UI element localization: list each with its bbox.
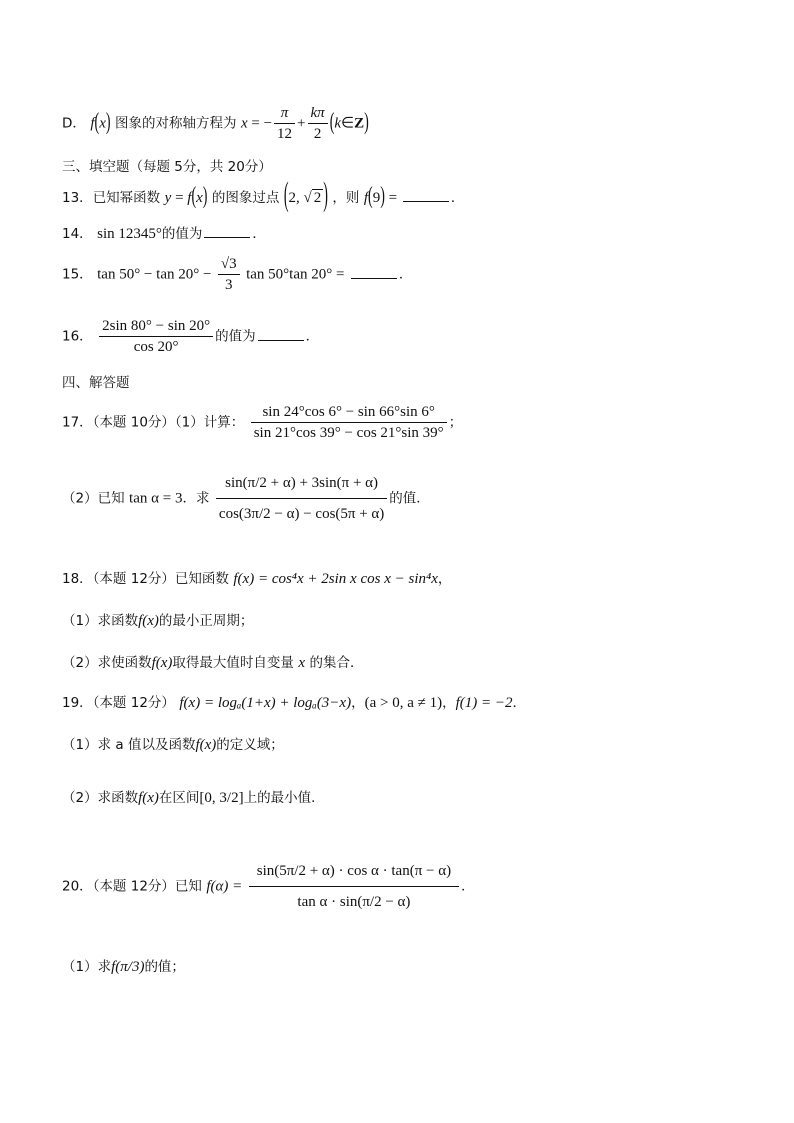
q15-number: 15． — [62, 266, 93, 283]
q16-answer-blank[interactable] — [258, 326, 304, 341]
q15-fraction: $\frac{√3}{3}$ — [218, 254, 240, 295]
q20-fraction: $\frac{\text{sin(5π/2 + α) · cos α · tan(π − α)}}{\text{tan α · sin(π/2 − α)}}$ — [249, 856, 459, 917]
q19-meta: （本题 12分） — [92, 695, 175, 711]
q17-number: 17． — [62, 414, 93, 431]
option-d-frac-2: $\frac{k\pi}{2}$ — [308, 103, 328, 144]
q19-given: f(1) = −2 — [455, 695, 513, 711]
question-18-part-2: （2）求使函数f(x)取得最大值时自变量 x 的集合． — [62, 655, 364, 671]
option-d: D． f(x) 图象的对称轴方程为 x = − $\frac{\pi}{12}$ + $\frac{k\pi}{2}$ (k∈Z) — [62, 105, 369, 142]
question-19: 19．（本题 12分） f(x) = logₐ(1+x) + logₐ(3−x)，(a > 0, a ≠ 1)，f(1) = −2． — [62, 695, 526, 711]
q18-meta: （本题 12分） — [92, 571, 175, 587]
q17-part1-fraction: $\frac{\sin 24^\circ\cos 6^\circ - \sin 66^\circ\sin 6^\circ}{\sin 21^\circ\cos 39^\circ - \cos 21^\circ\sin 39^\circ}$ — [251, 402, 447, 443]
q20-number: 20． — [62, 878, 93, 895]
question-18-part-1: （1）求函数f(x)的最小正周期； — [62, 613, 254, 629]
q15-expression-a: tan 50° − tan 20° − — [97, 266, 212, 283]
question-17-part-2: （2）已知 tan α = 3．求 $\frac{\sin(\pi/2 + \alpha) + 3\sin(\pi + \alpha)}{\cos(3\pi/2 - \alpha) - \cos(5\pi + \alpha)}$ 的值． — [62, 468, 794, 529]
q15-answer-blank[interactable] — [351, 264, 397, 279]
question-19-part-1: （1）求 a 值以及函数f(x)的定义域； — [62, 737, 284, 753]
q17-part2-label: （2）已知 — [62, 490, 125, 507]
section-3-title: 三、填空题（每题 5分，共 20分） — [62, 159, 272, 175]
q19-interval: [0, 3/2] — [199, 790, 244, 806]
q13-text-a: 已知幂函数 — [92, 190, 161, 206]
question-13: 13．已知幂函数 y = f(x) 的图象过点 (2, √ 2 ) ，则 f(9) = ． — [62, 178, 465, 215]
q13-answer-blank[interactable] — [403, 187, 449, 202]
q14-answer-blank[interactable] — [204, 223, 250, 238]
q18-number: 18． — [62, 571, 93, 587]
q18-formula: f(x) = cos⁴x + 2sin x cos x − sin⁴x — [233, 571, 438, 587]
option-d-label: D． — [62, 115, 86, 132]
option-d-frac-1: $\frac{\pi}{12}$ — [274, 103, 295, 144]
q17-part1-label: （1）计算： — [174, 414, 245, 431]
q20-lhs: f(α) = — [206, 878, 243, 895]
section-4-title: 四、解答题 — [62, 375, 130, 391]
q20-part1-value: f(π/3) — [111, 959, 145, 975]
q19-formula: f(x) = logₐ(1+x) + logₐ(3−x) — [179, 695, 352, 711]
question-16: 16． $\frac{2\sin 80^\circ - \sin 20^\circ}{\cos 20^\circ}$ 的值为 ． — [62, 318, 320, 355]
q20-meta: （本题 12分） — [92, 878, 175, 895]
q16-text: 的值为 — [215, 328, 256, 345]
option-d-text: 图象的对称轴方程为 — [115, 115, 237, 132]
q13-text-c: ，则 — [332, 190, 360, 206]
question-14: 14． sin 12345°的值为 ． — [62, 222, 794, 243]
q14-number: 14． — [62, 226, 93, 242]
q16-fraction: $\frac{2\sin 80^\circ - \sin 20^\circ}{\cos 20^\circ}$ — [99, 316, 213, 357]
q15-expression-b: tan 50°tan 20° = — [246, 266, 345, 283]
q17-part2-fraction: $\frac{\sin(\pi/2 + \alpha) + 3\sin(\pi + \alpha)}{\cos(3\pi/2 - \alpha) - \cos(5\pi + \alpha)}$ — [216, 468, 387, 529]
q20-text: 已知 — [174, 878, 202, 895]
question-17-part-1: 17．（本题 10分）（1）计算： $\frac{\sin 24^\circ\cos 6^\circ - \sin 66^\circ\sin 6^\circ}{\sin 21^\circ\cos 39^\circ - \cos 21^\circ\sin 39^\circ}$ ； — [62, 404, 463, 441]
question-20-part-1: （1）求f(π/3)的值； — [62, 959, 185, 975]
q19-number: 19． — [62, 695, 93, 711]
q16-number: 16． — [62, 328, 93, 345]
option-d-formula: x — [240, 115, 248, 132]
question-19-part-2: （2）求函数f(x)在区间[0, 3/2]上的最小值． — [62, 790, 325, 806]
q13-number: 13． — [62, 190, 93, 206]
question-20: 20．（本题 12分）已知 f(α) = $\frac{\text{sin(5π/2 + α) · cos α · tan(π − α)}}{\text{tan α · sin(π/2 − α)}}$ ． — [62, 856, 794, 917]
q18-text: 已知函数 — [174, 571, 229, 587]
q19-condition: (a > 0, a ≠ 1) — [364, 695, 443, 711]
q13-text-b: 的图象过点 — [211, 190, 280, 206]
question-18: 18．（本题 12分）已知函数 f(x) = cos⁴x + 2sin x cos x − sin⁴x， — [62, 571, 452, 587]
q17-part2-given: tan α = 3 — [129, 490, 183, 507]
q17-meta: （本题 10分） — [92, 414, 175, 431]
q14-text: 的值为 — [161, 226, 203, 242]
question-15: 15． tan 50° − tan 20° − $\frac{√3}{3}$ tan 50°tan 20° = ． — [62, 256, 413, 293]
q14-expression: sin 12345° — [97, 226, 162, 242]
